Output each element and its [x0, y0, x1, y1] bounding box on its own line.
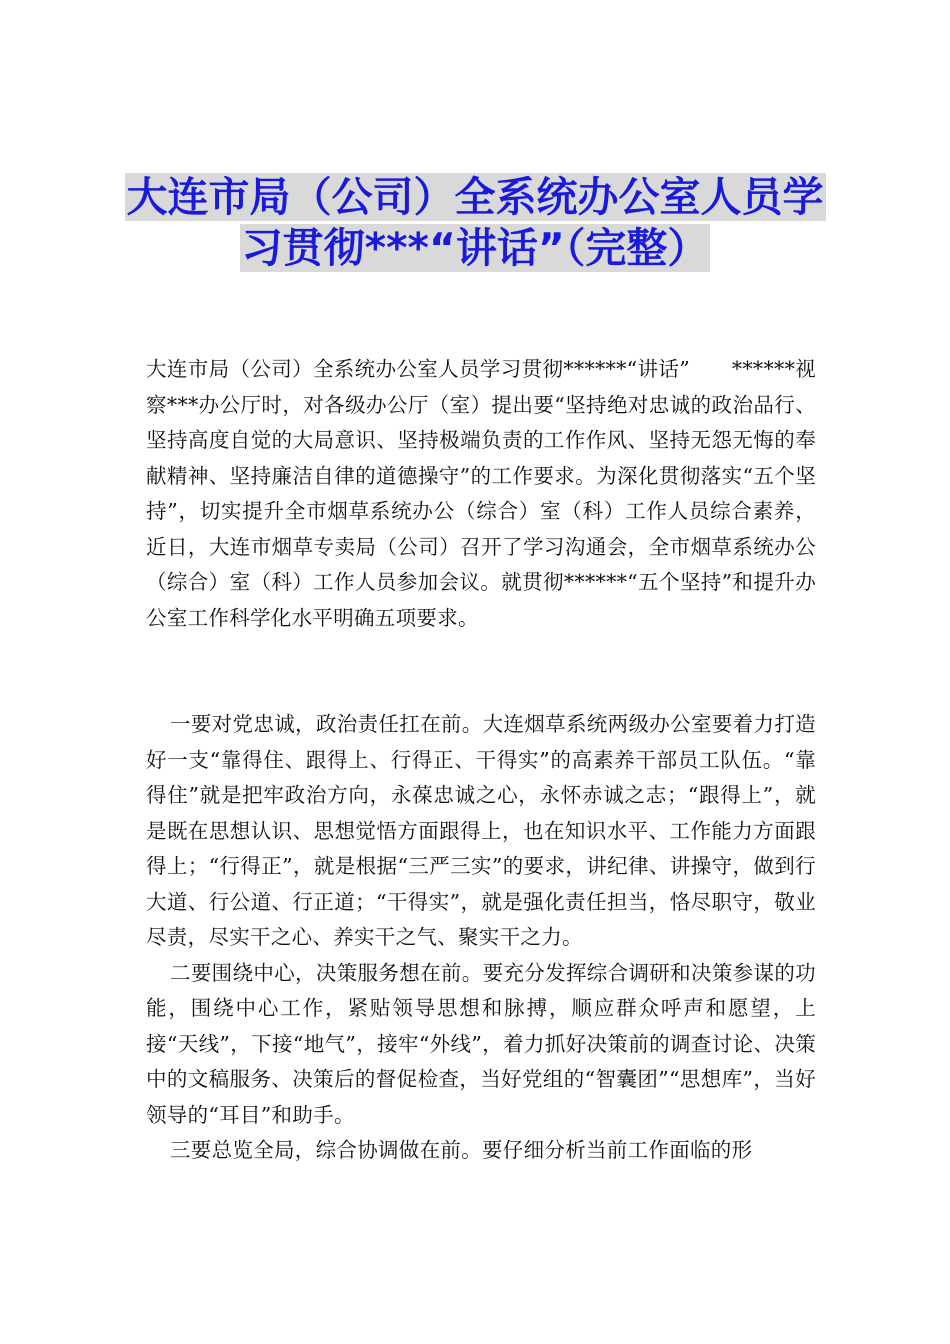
- title-line-1: 大连市局（公司）全系统办公室人员学: [126, 173, 824, 221]
- paragraph-requirement-2: 二要围绕中心，决策服务想在前。要充分发挥综合调研和决策参谋的功能，围绕中心工作，紧贴领导思想和脉搏，顺应群众呼声和愿望，上接“天线”，下接“地气”，接牢“外线”，着力抓好决策前的调查讨论、决策中的文稿服务、决策后的督促检查，当好党组的“智囊团”“思想库”，当好领导的“耳目”和助手。: [146, 960, 816, 1127]
- title-line-2: 习贯彻***“讲话”（完整）: [241, 224, 709, 272]
- document-title: [100, 172, 850, 274]
- document-body: [146, 352, 816, 1169]
- paragraph-requirement-3: 三要总览全局，综合协调做在前。要仔细分析当前工作面临的形: [170, 1138, 753, 1162]
- paragraph-requirement-1: 一要对党忠诚，政治责任扛在前。大连烟草系统两级办公室要着力打造好一支“靠得住、跟得上、行得正、干得实”的高素养干部员工队伍。“靠得住”就是把牢政治方向，永葆忠诚之心，永怀赤诚之志；“跟得上”，就是既在思想认识、思想觉悟方面跟得上，也在知识水平、工作能力方面跟得上；“行得正”，就是根据“三严三实”的要求，讲纪律、讲操守，做到行大道、行公道、行正道；“干得实”，就是强化责任担当，恪尽职守，敬业尽责，尽实干之心、养实干之气、聚实干之力。: [146, 712, 816, 949]
- paragraph-intro: 大连市局（公司）全系统办公室人员学习贯彻******“讲话” ******视察***办公厅时，对各级办公厅（室）提出要“坚持绝对忠诚的政治品行、坚持高度自觉的大局意识、坚持极端负责的工作作风、坚持无怨无悔的奉献精神、坚持廉洁自律的道德操守”的工作要求。为深化贯彻落实“五个坚持”，切实提升全市烟草系统办公（综合）室（科）工作人员综合素养，近日，大连市烟草专卖局（公司）召开了学习沟通会，全市烟草系统办公（综合）室（科）工作人员参加会议。就贯彻******“五个坚持”和提升办公室工作科学化水平明确五项要求。: [146, 357, 816, 630]
